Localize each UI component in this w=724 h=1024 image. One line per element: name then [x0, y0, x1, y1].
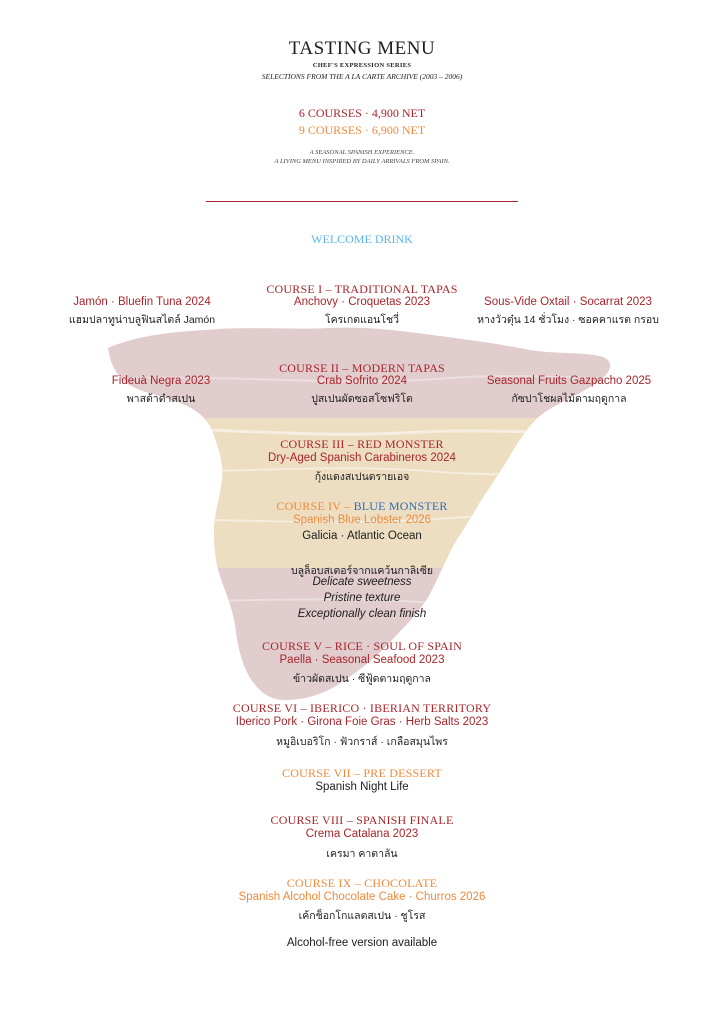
- course-8-title: COURSE VIII – SPANISH FINALE: [270, 813, 454, 827]
- price-nine-courses: 9 COURSES · 6,900 NET: [298, 123, 426, 137]
- course-1-right-thai: หางวัวตุ๋น 14 ชั่วโมง · ซอคคาแรต กรอบ: [477, 314, 659, 326]
- course-1-left-thai: แฮมปลาทูน่าบลูฟินสไตล์ Jamón: [68, 314, 216, 326]
- course-3-thai: กุ้งแดงสเปนดรายเอจ: [314, 471, 410, 483]
- series-subtitle: CHEF'S EXPRESSION SERIES: [312, 62, 412, 69]
- course-4-thai: บลูล็อบสเตอร์จากแคว้นกาลิเซีย: [290, 565, 434, 577]
- course-9-thai: เค้กช็อกโกแลตสเปน · ชูโรส: [298, 910, 426, 922]
- course-1-right-dish: Sous-Vide Oxtail · Socarrat 2023: [484, 296, 652, 308]
- course-2-center-thai: ปูสเปนผัดซอสโซฟริโต: [311, 393, 413, 405]
- course-4-note-3: Exceptionally clean finish: [297, 608, 427, 620]
- course-8-thai: เครมา คาตาลัน: [326, 848, 398, 860]
- course-2-right-thai: กัซปาโชผลไม้ตามฤดูกาล: [511, 393, 627, 405]
- course-6-title: COURSE VI – IBERICO · IBERIAN TERRITORY: [232, 701, 492, 715]
- course-6-thai: หมูอิเบอริโก · ฟัวกราส์ · เกลือสมุนไพร: [276, 736, 448, 748]
- page-title: TASTING MENU: [288, 38, 436, 59]
- welcome-drink: WELCOME DRINK: [311, 232, 413, 246]
- course-2-left-thai: พาสต้าดำสเปน: [126, 393, 196, 405]
- archive-subtitle: SELECTIONS FROM THE A LA CARTE ARCHIVE (2003 – 2006): [261, 72, 463, 81]
- course-4-title-highlight: BLUE MONSTER: [353, 499, 448, 513]
- course-2-title: COURSE II – MODERN TAPAS: [279, 361, 445, 375]
- course-7-title: COURSE VII – PRE DESSERT: [282, 766, 442, 780]
- price-six-courses: 6 COURSES · 4,900 NET: [298, 106, 426, 120]
- course-6-dish: Iberico Pork · Girona Foie Gras · Herb Salts 2023: [235, 716, 489, 728]
- course-2-center-dish: Crab Sofrito 2024: [316, 375, 408, 387]
- intro-line-1: A SEASONAL SPANISH EXPERIENCE.: [309, 149, 415, 156]
- divider-line: [206, 201, 518, 202]
- course-9-title: COURSE IX – CHOCOLATE: [286, 876, 438, 890]
- course-2-left-dish: Fideuà Negra 2023: [111, 375, 211, 387]
- course-1-center-dish: Anchovy · Croquetas 2023: [293, 296, 431, 308]
- course-2-center-item: [242, 375, 482, 407]
- course-4-note-1: Delicate sweetness: [312, 576, 412, 588]
- intro-line-2: A LIVING MENU INSPIRED BY DAILY ARRIVALS FROM SPAIN.: [274, 158, 450, 165]
- course-1-center-thai: โครเกตแอนโชวี่: [325, 314, 399, 326]
- course-4-origin: Galicia · Atlantic Ocean: [302, 530, 422, 542]
- course-1-left-item: [22, 296, 262, 328]
- course-1-left-dish: Jamón · Bluefin Tuna 2024: [73, 296, 211, 308]
- course-1-title: COURSE I – TRADITIONAL TAPAS: [266, 282, 458, 296]
- course-8-dish: Crema Catalana 2023: [305, 828, 419, 840]
- course-4-title-prefix: COURSE IV –: [276, 499, 354, 513]
- course-1-center-item: [242, 296, 482, 328]
- course-5-dish: Paella · Seasonal Seafood 2023: [279, 654, 445, 666]
- course-3-dish: Dry-Aged Spanish Carabineros 2024: [268, 452, 456, 464]
- course-4-note-2: Pristine texture: [323, 592, 401, 604]
- course-1-right-item: [448, 296, 688, 328]
- course-2-right-item: [449, 375, 689, 407]
- course-2-right-dish: Seasonal Fruits Gazpacho 2025: [486, 375, 652, 387]
- course-9-dish: Spanish Alcohol Chocolate Cake · Churros 2026: [238, 891, 486, 903]
- course-7-dish: Spanish Night Life: [315, 781, 409, 793]
- course-3-title: COURSE III – RED MONSTER: [280, 437, 444, 451]
- alcohol-free-note: Alcohol-free version available: [286, 937, 438, 949]
- course-5-title: COURSE V – RICE · SOUL OF SPAIN: [262, 639, 462, 653]
- course-4-title: [0, 499, 724, 514]
- course-5-thai: ข้าวผัดสเปน · ซีฟู้ดตามฤดูกาล: [293, 673, 431, 685]
- course-4-dish: Spanish Blue Lobster 2026: [292, 514, 432, 526]
